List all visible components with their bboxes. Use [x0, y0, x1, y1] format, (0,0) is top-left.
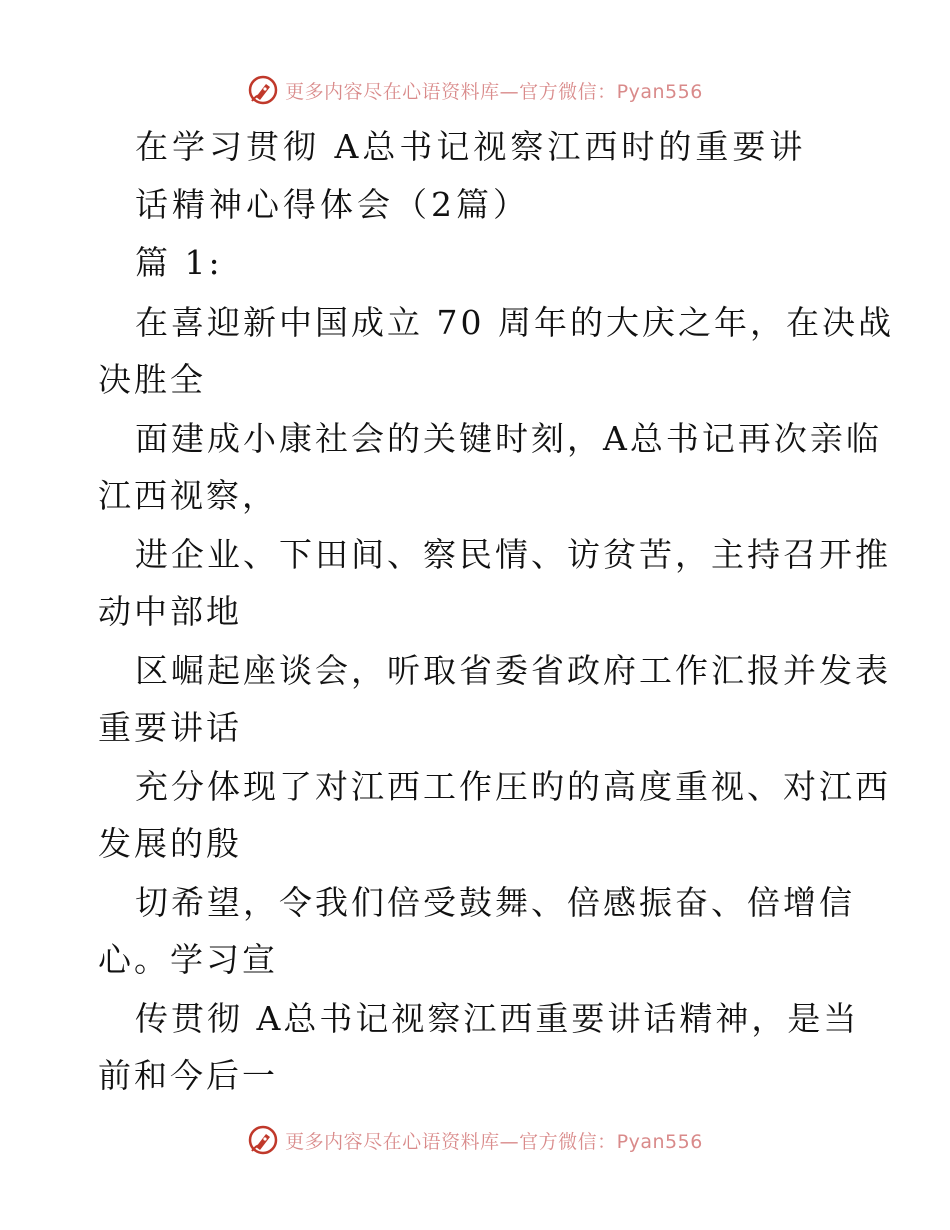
paragraph-line: 前和今后一	[98, 1056, 278, 1095]
paragraph-line-part: 充分体现了对江西工作	[135, 767, 495, 806]
header-watermark	[0, 70, 950, 110]
paragraph-line: 切希望，令我们倍受鼓舞、倍感振奋、倍增信	[135, 883, 855, 922]
paragraph-line: 发展的殷	[98, 824, 242, 863]
paragraph-line: 决胜全	[98, 360, 206, 399]
paragraph-line: 动中部地	[98, 592, 242, 631]
paragraph-line: 面建成小康社会的关键时刻，A总书记再次亲临	[135, 419, 882, 458]
pen-nib-circle-logo-icon	[247, 1124, 279, 1156]
section-label: 篇 1:	[135, 243, 223, 282]
document-title-line-1: 在学习贯彻 A总书记视察江西时的重要讲	[135, 127, 807, 166]
paragraph-line	[0, 762, 950, 812]
paragraph-line: 江西视察，	[98, 476, 278, 515]
pen-nib-circle-logo-icon	[247, 74, 279, 106]
watermark-text: 更多内容尽在心语资料库—官方微信：Pyan556	[285, 80, 703, 103]
watermark-text: 更多内容尽在心语资料库—官方微信：Pyan556	[285, 1130, 703, 1153]
paragraph-line-part: 的高度重视、对江西	[567, 767, 891, 806]
paragraph-line: 重要讲话	[98, 708, 242, 747]
document-title-line-2: 话精神心得体会（2篇）	[135, 185, 530, 224]
paragraph-line: 在喜迎新中国成立 70 周年的大庆之年，在决战	[135, 303, 894, 342]
paragraph-line: 进企业、下田间、察民情、访贫苦，主持召开推	[135, 535, 891, 574]
footer-watermark	[0, 1120, 950, 1160]
paragraph-line: 区崛起座谈会，听取省委省政府工作汇报并发表	[135, 651, 891, 690]
inline-glyph: 圧旳	[495, 767, 567, 806]
paragraph-line: 心。学习宣	[98, 940, 278, 979]
paragraph-line: 传贯彻 A总书记视察江西重要讲话精神，是当	[135, 999, 860, 1038]
